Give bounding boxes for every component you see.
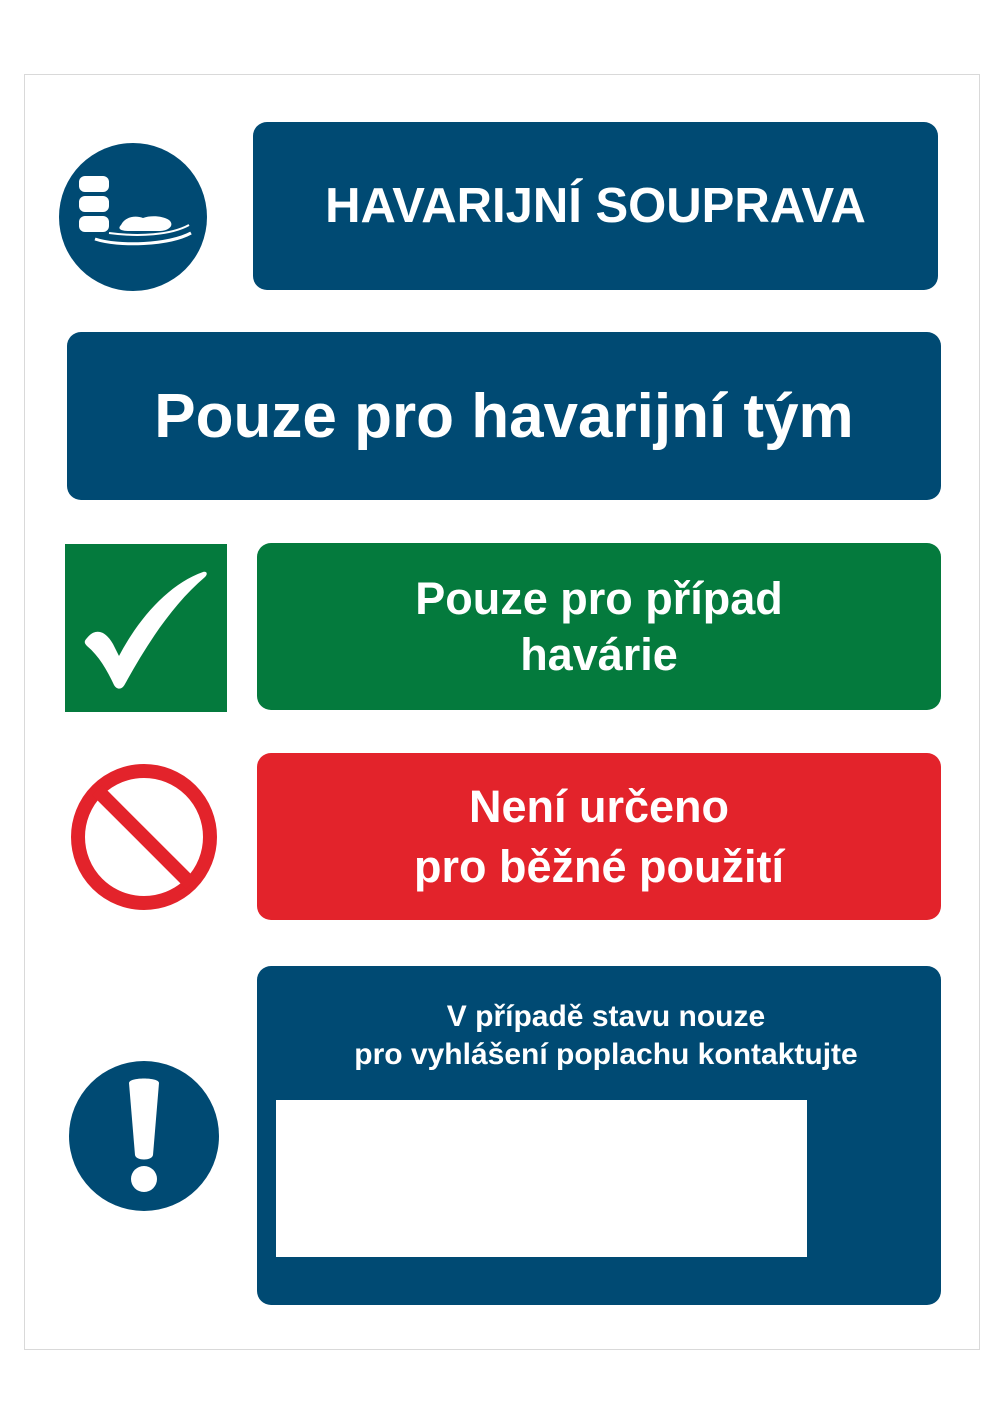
- spill-kit-icon: [59, 143, 207, 291]
- contact-panel: [257, 966, 941, 1305]
- title-banner: [253, 122, 938, 290]
- emergency-use-line-2: havárie: [520, 628, 678, 680]
- not-for-normal-use-line-2: pro běžné použití: [414, 840, 784, 892]
- checkmark-icon: [65, 544, 227, 712]
- emergency-use-banner: [257, 543, 941, 710]
- contact-line-1: V případě stavu nouze: [446, 1000, 766, 1033]
- not-for-normal-use-banner: [257, 753, 941, 920]
- team-only-banner: [67, 332, 941, 500]
- contact-line-2: pro vyhlášení poplachu kontaktujte: [354, 1038, 858, 1071]
- emergency-use-line-1: Pouze pro případ: [415, 572, 783, 624]
- exclamation-icon: [69, 1061, 219, 1211]
- team-only-text: Pouze pro havarijní tým: [154, 381, 854, 451]
- prohibition-icon: [70, 763, 218, 911]
- not-for-normal-use-line-1: Není určeno: [468, 780, 730, 832]
- sign-title: HAVARIJNÍ SOUPRAVA: [325, 179, 866, 233]
- contact-instructions: [340, 998, 857, 1074]
- contact-write-in-field: [276, 1100, 807, 1257]
